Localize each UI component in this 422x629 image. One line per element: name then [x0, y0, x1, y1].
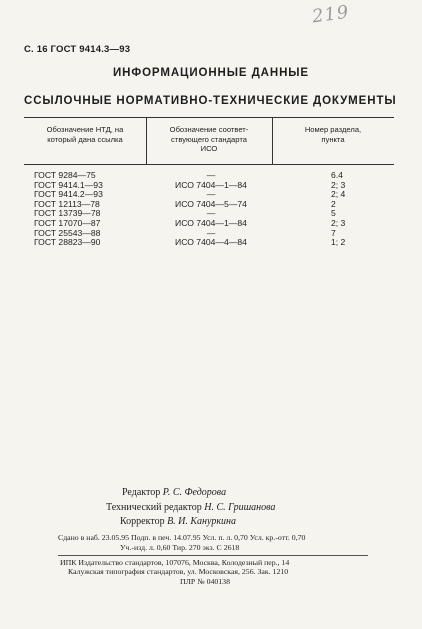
footer-rule	[58, 555, 368, 556]
header-iso-line: Обозначение соответ-	[169, 125, 249, 134]
title-main: ИНФОРМАЦИОННЫЕ ДАННЫЕ	[112, 67, 309, 79]
editor-name: Р. С. Федорова	[162, 487, 227, 498]
cell-section: 2; 3	[331, 218, 346, 228]
cell-ntd: ГОСТ 9284—75	[34, 170, 96, 180]
cell-iso: —	[206, 170, 216, 180]
publisher-line: ИПК Издательство стандартов, 107076, Москва, Колодезный пер., 14	[60, 558, 290, 567]
cell-ntd: ГОСТ 28823—90	[34, 237, 101, 248]
cell-ntd: ГОСТ 25543—88	[34, 227, 101, 238]
cell-ntd: ГОСТ 13739—78	[34, 208, 101, 219]
editor-role: Редактор	[122, 487, 161, 498]
cell-section: 2	[331, 198, 336, 209]
cell-section: 5	[331, 208, 336, 219]
table-row	[34, 238, 394, 248]
cell-section: 2; 4	[331, 189, 346, 200]
cell-ntd: ГОСТ 9414.2—93	[34, 189, 103, 200]
corrector-name: В. И. Кануркина	[167, 516, 236, 527]
header-ntd-line: Обозначение НТД, на	[46, 125, 124, 134]
cell-iso: ИСО 7404—1—84	[175, 218, 247, 228]
cell-section: 7	[331, 227, 336, 238]
publisher-line: ПЛР № 040138	[180, 577, 230, 586]
corrector-role: Корректор	[120, 516, 165, 527]
header-ntd	[24, 125, 146, 144]
cell-iso: ИСО 7404—5—74	[175, 198, 247, 209]
tech-editor-name: Н. С. Гришанова	[204, 502, 276, 513]
print-info-line: Уч.-изд. л. 0,60 Тир. 270 экз. С 2618	[120, 543, 240, 552]
cell-section: 2; 3	[331, 179, 346, 190]
page-header: С. 16 ГОСТ 9414.3—93	[24, 44, 131, 55]
title-sub: ССЫЛОЧНЫЕ НОРМАТИВНО-ТЕХНИЧЕСКИЕ ДОКУМЕНТЫ	[24, 95, 397, 107]
tech-editor-credit	[106, 502, 275, 513]
cell-iso: —	[206, 189, 216, 200]
header-iso	[146, 125, 272, 154]
tech-editor-role: Технический редактор	[106, 502, 202, 513]
cell-iso: ИСО 7404—4—84	[175, 237, 247, 248]
cell-iso: —	[206, 227, 216, 238]
cell-ntd: ГОСТ 12113—78	[34, 198, 100, 209]
header-section-line: Номер раздела,	[304, 125, 362, 134]
header-ntd-line: который дана ссылка	[47, 134, 123, 144]
header-iso-line: ствующего стандарта	[171, 134, 247, 144]
cell-iso: ИСО 7404—1—84	[175, 179, 247, 190]
publisher-line: Калужская типография стандартов, ул. Московская, 256. Зак. 1210	[68, 567, 289, 576]
cell-iso: —	[206, 208, 216, 219]
table-header-rule	[24, 164, 394, 165]
corrector-credit	[120, 516, 236, 527]
header-section-line: пункта	[321, 134, 345, 144]
header-iso-line: ИСО	[200, 144, 218, 154]
editor-credit	[122, 487, 226, 498]
table-top-rule	[24, 117, 394, 118]
cell-ntd: ГОСТ 17070—87	[34, 218, 101, 228]
cell-section: 1; 2	[331, 237, 346, 248]
cell-section: 6.4	[331, 170, 343, 180]
print-info-line: Сдано в наб. 23.05.95 Подп. в печ. 14.07.95 Усл. п. л. 0,70 Усл. кр.-отт. 0,70	[58, 533, 306, 542]
header-section	[272, 125, 394, 144]
handwritten-page-mark: 219	[310, 1, 351, 28]
cell-ntd: ГОСТ 9414.1—93	[34, 179, 103, 190]
